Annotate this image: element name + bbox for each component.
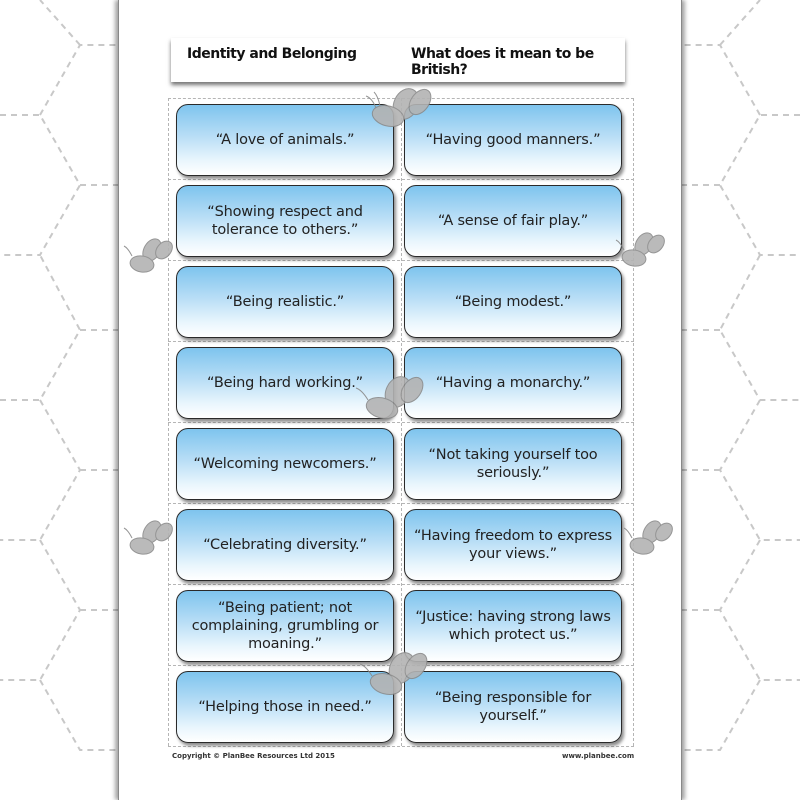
card-text: “Helping those in need.” [198,699,372,715]
cut-line [168,179,634,180]
statement-card [404,671,622,743]
card-text: “Celebrating diversity.” [203,537,367,553]
bee-icon [352,648,436,710]
bee-icon [120,238,180,282]
statement-card [404,590,622,662]
statement-card [176,185,394,257]
bee-icon [120,520,180,564]
cut-line [168,584,634,585]
statement-card [404,509,622,581]
cut-line [168,341,634,342]
card-text: “A love of animals.” [215,132,355,148]
card-text: “Being realistic.” [225,294,345,310]
card-text: “Showing respect and tolerance to others.” [207,204,363,238]
website-footer: www.planbee.com [562,752,635,760]
statement-card [404,185,622,257]
bee-icon [358,86,438,146]
statement-card [404,428,622,500]
bee-icon [620,520,680,564]
card-text: “A sense of fair play.” [437,213,589,229]
statement-card [176,266,394,338]
card-text: “Not taking yourself too seriously.” [428,447,598,481]
card-text: “Having a monarchy.” [435,375,591,391]
card-text: “Being hard working.” [207,375,363,391]
card-text: “Being patient; not complaining, grumbling or moaning.” [191,600,379,652]
card-text: “Having good manners.” [425,132,601,148]
cut-line [168,503,634,504]
statement-card [404,266,622,338]
cut-line [168,260,634,261]
cut-line [168,746,634,747]
header-question-title: What does it mean to be British? [411,46,594,78]
statement-card [176,428,394,500]
worksheet-header [171,38,625,82]
card-text: “Being modest.” [454,294,572,310]
card-text: “Justice: having strong laws which protect us.” [415,609,611,643]
card-text: “Being responsible for yourself.” [434,690,592,724]
copyright-footer: Copyright © PlanBee Resources Ltd 2015 [172,752,335,760]
header-topic-title: Identity and Belonging [187,46,357,62]
statement-card [176,509,394,581]
bee-icon [348,372,432,434]
card-text: “Welcoming newcomers.” [193,456,377,472]
bee-icon [612,232,672,276]
card-text: “Having freedom to express your views.” [414,528,612,562]
statement-card [404,347,622,419]
